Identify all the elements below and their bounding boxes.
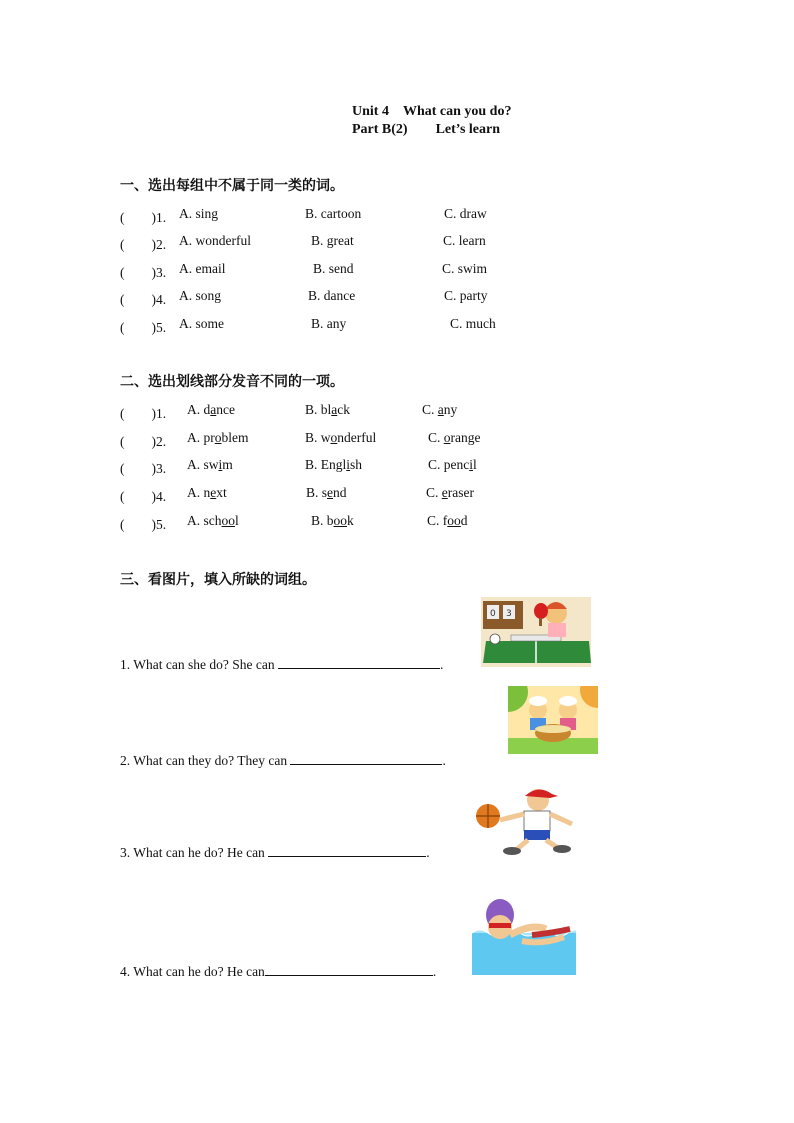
- cooking-picture: [508, 686, 598, 754]
- s2-q1-option-a: A. dance: [187, 402, 235, 417]
- s2-q2-option-b: B. wonderful: [305, 430, 377, 445]
- s1-q1-option-a: A. sing: [179, 206, 219, 221]
- s3-q1-line: 1. What can she do? She can .: [120, 654, 443, 673]
- s2-q4-option-c: C. eraser: [426, 485, 474, 500]
- s2-q3-option-c: C. pencil: [428, 457, 477, 472]
- s1-q3-option-a: A. email: [179, 261, 226, 276]
- s2-q4-option-b: B. send: [306, 485, 347, 500]
- s2-q4-option-a: A. next: [187, 485, 227, 500]
- s1-q4-option-b: B. dance: [308, 288, 356, 303]
- s3-q4-line: 4. What can he do? He can .: [120, 961, 436, 980]
- s2-q5-option-a: A. school: [187, 513, 239, 528]
- s2-q1-option-b: B. black: [305, 402, 351, 417]
- s1-q5-number[interactable]: ( )5.: [120, 320, 167, 335]
- section2-title: 二、选出划线部分发音不同的一项。: [120, 374, 344, 390]
- s2-q3-option-a: A. swim: [187, 457, 233, 472]
- s3-q2-line: 2. What can they do? They can .: [120, 750, 446, 769]
- part-title: Part B(2) Let’s learn: [352, 122, 500, 137]
- svg-text:3: 3: [506, 609, 512, 619]
- basketball-picture: [472, 784, 578, 856]
- s2-q5-option-c: C. food: [427, 513, 468, 528]
- s1-q4-number[interactable]: ( )4.: [120, 292, 167, 307]
- s3-q2-answer-blank[interactable]: [290, 750, 442, 765]
- s1-q1-number[interactable]: ( )1.: [120, 210, 167, 225]
- s3-q4-question: 4. What can he do? He can: [120, 964, 265, 979]
- s2-q3-number[interactable]: ( )3.: [120, 461, 167, 476]
- s2-q2-option-c: C. orange: [428, 430, 481, 445]
- swimming-picture: [472, 893, 576, 975]
- section1-title: 一、选出每组中不属于同一类的词。: [120, 178, 344, 194]
- s1-q5-option-a: A. some: [179, 316, 224, 331]
- s1-q2-option-b: B. great: [311, 233, 354, 248]
- s1-q3-number[interactable]: ( )3.: [120, 265, 167, 280]
- s2-q2-number[interactable]: ( )2.: [120, 434, 167, 449]
- s3-q1-question: 1. What can she do? She can: [120, 657, 275, 672]
- s2-q5-option-b: B. book: [311, 513, 354, 528]
- s1-q4-option-c: C. party: [444, 288, 488, 303]
- s1-q2-number[interactable]: ( )2.: [120, 237, 167, 252]
- s1-q3-option-b: B. send: [313, 261, 354, 276]
- s1-q5-option-c: C. much: [450, 316, 496, 331]
- s3-q4-answer-blank[interactable]: [265, 961, 433, 976]
- s1-q2-option-a: A. wonderful: [179, 233, 251, 248]
- svg-text:0: 0: [490, 609, 496, 619]
- s1-q3-option-c: C. swim: [442, 261, 488, 276]
- s1-q5-option-b: B. any: [311, 316, 347, 331]
- unit-title: Unit 4 What can you do?: [352, 104, 512, 119]
- s1-q1-option-c: C. draw: [444, 206, 487, 221]
- section3-title: 三、看图片，填入所缺的词组。: [120, 572, 316, 588]
- s3-q3-question: 3. What can he do? He can: [120, 845, 265, 860]
- s2-q4-number[interactable]: ( )4.: [120, 489, 167, 504]
- ping-pong-picture: [481, 597, 591, 667]
- s2-q1-option-c: C. any: [422, 402, 458, 417]
- s2-q2-option-a: A. problem: [187, 430, 249, 445]
- s1-q1-option-b: B. cartoon: [305, 206, 362, 221]
- s3-q3-answer-blank[interactable]: [268, 842, 426, 857]
- s2-q3-option-b: B. English: [305, 457, 363, 472]
- s2-q5-number[interactable]: ( )5.: [120, 517, 167, 532]
- s2-q1-number[interactable]: ( )1.: [120, 406, 167, 421]
- s1-q4-option-a: A. song: [179, 288, 222, 303]
- s1-q2-option-c: C. learn: [443, 233, 486, 248]
- s3-q3-line: 3. What can he do? He can .: [120, 842, 430, 861]
- s3-q1-answer-blank[interactable]: [278, 654, 440, 669]
- s3-q2-question: 2. What can they do? They can: [120, 753, 288, 768]
